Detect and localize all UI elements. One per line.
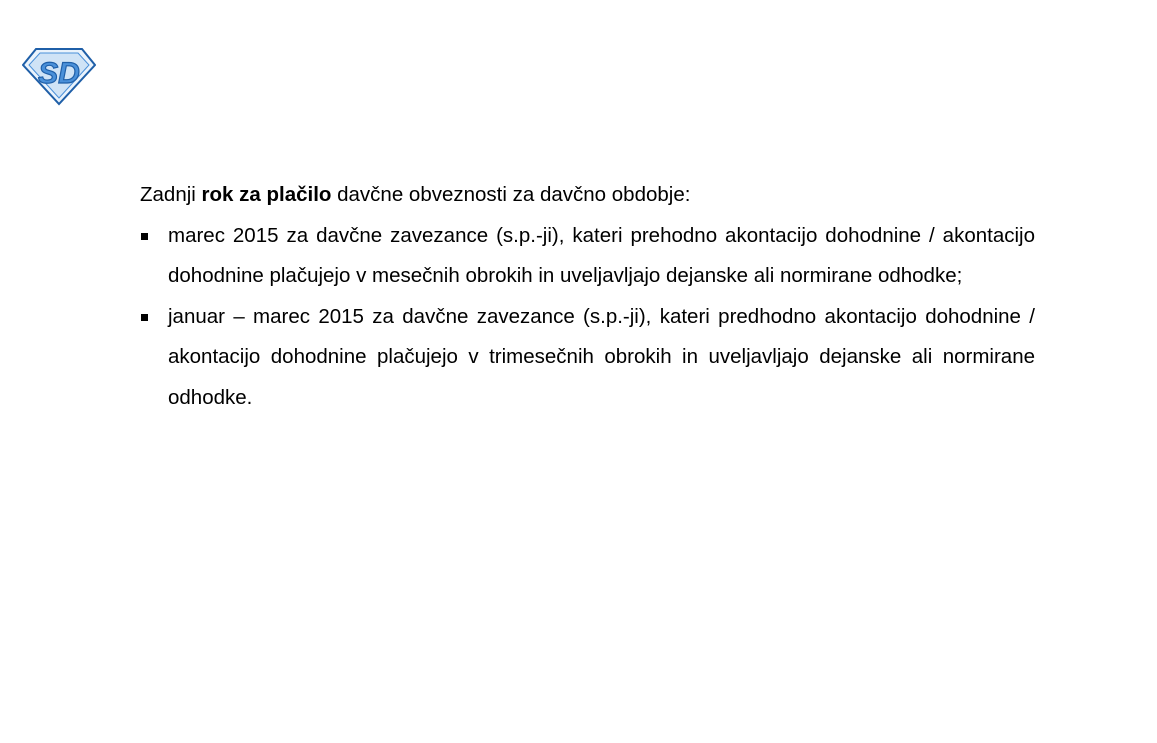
bullet-list [140,216,1035,419]
intro-suffix: davčne obveznosti za davčno obdobje: [331,183,691,206]
square-bullet-icon [141,233,148,240]
intro-prefix: Zadnji [140,183,202,206]
list-item [140,297,1035,419]
intro-paragraph [140,175,1035,216]
sd-logo-icon [22,48,96,106]
document-body [140,175,1035,418]
intro-bold: rok za plačilo [201,183,332,206]
list-item [140,216,1035,297]
list-item-text: marec 2015 za davčne zavezance (s.p.-ji), kateri prehodno akontacijo dohodnine / akontacijo dohodnine plačujejo v mesečnih obrokih in uveljavljajo dejanske ali normirane odhodke; [168,223,1035,287]
sd-logo-text: SD [38,57,80,90]
list-item-text: januar – marec 2015 za davčne zavezance (s.p.-ji), kateri predhodno akontacijo dohodnine / akontacijo dohodnine plačujejo v trimesečnih obrokih in uveljavljajo dejanske ali normirane odhodke. [168,304,1035,409]
square-bullet-icon [141,314,148,321]
